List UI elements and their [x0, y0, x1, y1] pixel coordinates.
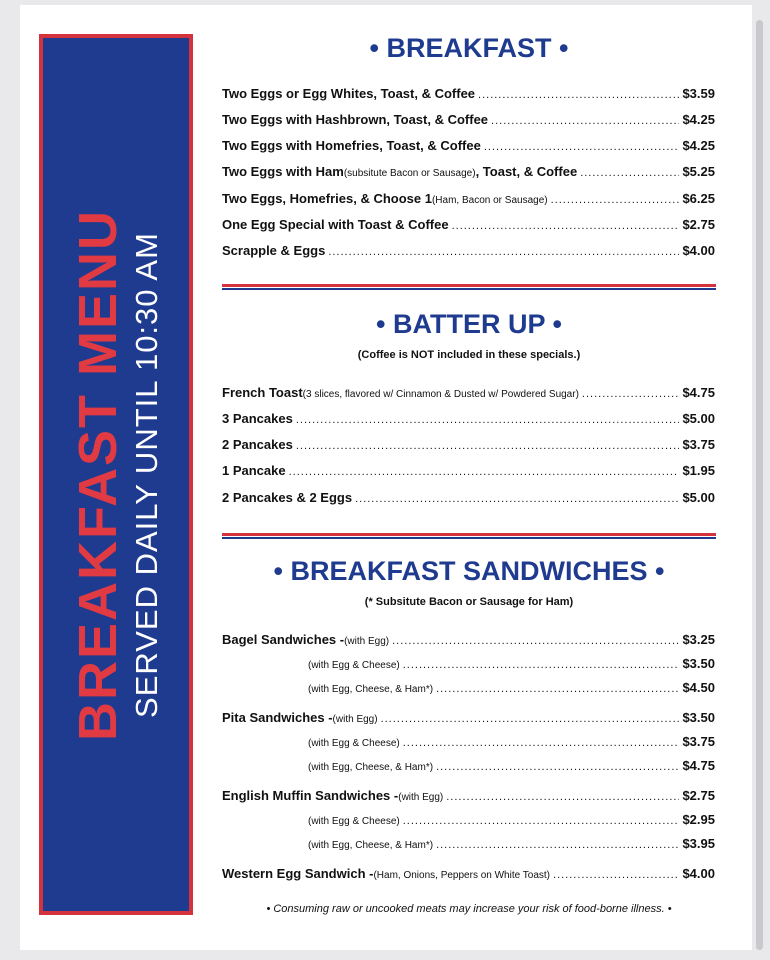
- leader-dots: [478, 89, 679, 101]
- leader-dots: [491, 115, 679, 127]
- batter-up-note: (Coffee is NOT included in these specials.): [357, 349, 581, 361]
- item-detail: (Ham, Bacon or Sausage): [431, 195, 548, 206]
- item-name: Two Eggs with Ham: [222, 164, 344, 179]
- item-price: $3.50: [682, 710, 715, 725]
- item-detail: (with Egg): [398, 792, 444, 803]
- menu-item: [222, 463, 715, 481]
- item-price: $4.00: [682, 243, 715, 258]
- menu-item: [222, 243, 715, 261]
- side-banner-subtitle: SERVED DAILY UNTIL 10:30 AM: [128, 231, 164, 718]
- item-detail: (with Egg): [344, 636, 390, 647]
- item-price: $6.25: [682, 191, 715, 206]
- item-name: Two Eggs, Homefries, & Choose 1: [222, 191, 432, 206]
- item-detail: (with Egg & Cheese): [308, 660, 400, 671]
- leader-dots: [551, 194, 680, 206]
- item-price: $4.75: [682, 385, 715, 400]
- leader-dots: [296, 414, 680, 426]
- item-price: $2.75: [682, 217, 715, 232]
- item-name: 3 Pancakes: [222, 411, 293, 426]
- item-price: $5.00: [682, 411, 715, 426]
- item-price: $3.95: [682, 836, 715, 851]
- item-price: $3.25: [682, 632, 715, 647]
- leader-dots: [403, 659, 680, 671]
- leader-dots: [328, 246, 679, 258]
- item-price: $4.50: [682, 680, 715, 695]
- item-detail: (with Egg): [332, 714, 378, 725]
- leader-dots: [381, 713, 680, 725]
- menu-item: [222, 490, 715, 508]
- menu-item: [222, 191, 715, 209]
- item-price: $3.59: [682, 86, 715, 101]
- menu-item: [222, 411, 715, 429]
- item-detail: (3 slices, flavored w/ Cinnamon & Dusted w/ Powdered Sugar): [302, 389, 579, 400]
- menu-item-option: [308, 656, 715, 674]
- leader-dots: [452, 220, 680, 232]
- batter-up-title: • BATTER UP •: [376, 309, 562, 339]
- menu-item: [222, 385, 715, 403]
- item-detail: (with Egg, Cheese, & Ham*): [308, 684, 434, 695]
- item-detail: (with Egg & Cheese): [308, 816, 400, 827]
- item-price: $2.95: [682, 812, 715, 827]
- item-name: 1 Pancake: [222, 463, 286, 478]
- item-price: $5.25: [682, 164, 715, 179]
- leader-dots: [582, 388, 680, 400]
- item-name-suffix: , Toast, & Coffee: [475, 164, 578, 179]
- menu-item: [222, 164, 715, 182]
- leader-dots: [553, 869, 679, 881]
- section-divider: [222, 284, 716, 287]
- item-name: Two Eggs with Homefries, Toast, & Coffee: [222, 138, 481, 153]
- item-detail: (with Egg & Cheese): [308, 738, 400, 749]
- menu-item: [222, 866, 715, 884]
- side-banner-text: [56, 40, 176, 910]
- side-banner-title: BREAKFAST MENU: [67, 208, 128, 741]
- item-detail: (with Egg, Cheese, & Ham*): [308, 840, 434, 851]
- item-detail: (with Egg, Cheese, & Ham*): [308, 762, 434, 773]
- sandwiches-note: (* Subsitute Bacon or Sausage for Ham): [364, 596, 574, 608]
- scrollbar[interactable]: [756, 20, 763, 950]
- item-price: $4.25: [682, 112, 715, 127]
- menu-item: [222, 437, 715, 455]
- item-name: Bagel Sandwiches -: [222, 632, 345, 647]
- item-name: Two Eggs or Egg Whites, Toast, & Coffee: [222, 86, 476, 101]
- item-price: $3.75: [682, 734, 715, 749]
- item-name: 2 Pancakes & 2 Eggs: [222, 490, 353, 505]
- leader-dots: [436, 683, 679, 695]
- item-name: 2 Pancakes: [222, 437, 293, 452]
- menu-item: [222, 788, 715, 806]
- menu-item: [222, 710, 715, 728]
- item-price: $4.25: [682, 138, 715, 153]
- leader-dots: [436, 761, 679, 773]
- item-price: $4.00: [682, 866, 715, 881]
- leader-dots: [296, 440, 680, 452]
- item-name: Two Eggs with Hashbrown, Toast, & Coffee: [222, 112, 489, 127]
- item-detail: (subsitute Bacon or Sausage): [343, 168, 476, 179]
- item-price: $1.95: [682, 463, 715, 478]
- menu-item: [222, 112, 715, 130]
- item-name: Western Egg Sandwich -: [222, 866, 374, 881]
- leader-dots: [403, 737, 680, 749]
- leader-dots: [355, 493, 679, 505]
- item-price: $5.00: [682, 490, 715, 505]
- item-name: Scrapple & Eggs: [222, 243, 326, 258]
- health-disclaimer: • Consuming raw or uncooked meats may increase your risk of food-borne illness. •: [266, 903, 672, 915]
- breakfast-title: • BREAKFAST •: [369, 33, 569, 63]
- leader-dots: [289, 466, 680, 478]
- menu-item: [222, 217, 715, 235]
- item-price: $3.75: [682, 437, 715, 452]
- item-price: $3.50: [682, 656, 715, 671]
- leader-dots: [580, 167, 679, 179]
- menu-item-option: [308, 734, 715, 752]
- sandwiches-title: • BREAKFAST SANDWICHES •: [273, 556, 665, 586]
- leader-dots: [392, 635, 679, 647]
- menu-item: [222, 138, 715, 156]
- item-name: French Toast: [222, 385, 303, 400]
- item-price: $2.75: [682, 788, 715, 803]
- leader-dots: [446, 791, 679, 803]
- item-name: English Muffin Sandwiches -: [222, 788, 399, 803]
- menu-item: [222, 632, 715, 650]
- menu-item-option: [308, 812, 715, 830]
- item-price: $4.75: [682, 758, 715, 773]
- leader-dots: [403, 815, 680, 827]
- leader-dots: [436, 839, 679, 851]
- item-name: One Egg Special with Toast & Coffee: [222, 217, 449, 232]
- leader-dots: [484, 141, 680, 153]
- menu-item-option: [308, 680, 715, 698]
- menu-item: [222, 86, 715, 104]
- item-detail: (Ham, Onions, Peppers on White Toast): [373, 870, 551, 881]
- item-name: Pita Sandwiches -: [222, 710, 333, 725]
- menu-item-option: [308, 758, 715, 776]
- menu-item-option: [308, 836, 715, 854]
- side-banner: [39, 34, 193, 915]
- section-divider: [222, 533, 716, 536]
